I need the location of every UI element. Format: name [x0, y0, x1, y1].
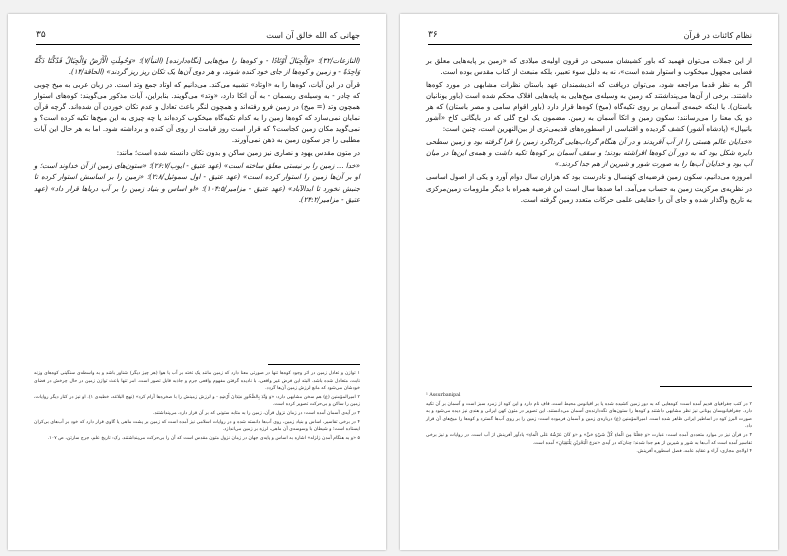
- right-footnote-4: ۴ اولاه‌ی مجازی: آراء و عقاید عامه، فصل اسطوره آفرینش.: [636, 449, 752, 455]
- book-spread: [8, 14, 778, 550]
- left-footnote-rule: [268, 364, 360, 365]
- left-footnote-2: ۲ امیرالمؤمنین (ع) هم سخن مشابهی دارد: «وَ وَتَّدَ بِالصُّخُورِ مَیَدَانَ أَرْضِهِ - و لرزش زمینش را با صخره‌ها آرام کرد» (نهج البلاغه، خطبه‌ی ۱). او نیز در کنار دیگر روایات، زمین را ساکن و بی‌حرکت تصویر کرده است.: [34, 394, 360, 408]
- left-footnote-3: ۳ در آیه‌ی آسمان آمده است: در زمان نزول قرآن، زمین را به مثابه ستونی که بر آن قرار دارد، می‌پنداشتند.: [153, 411, 360, 417]
- left-page-header: [36, 30, 360, 45]
- right-page-header: [428, 30, 752, 45]
- left-running-title: جهانی که الله خالق آن است: [266, 31, 360, 40]
- right-running-title: نظام کائنات در قرآن: [683, 31, 752, 40]
- right-paragraph-2: اگر به نظر قدما مراجعه شود، می‌توان دریافت که اندیشمندان عهد باستان نظرات مشابهی در مورد کوه‌ها داشتند. برخی از آن‌ها می‌پنداشتند که زمین به وسیله‌ی میخ‌هایی به پایه‌هایی افلاک محکم شده است (باور یونانیان باستان). یا اینکه خیمه‌ی آسمان بر روی تکیه‌گاه (میخ) کوه‌ها قرار دارد (باور اقوام سامی و مصر باستان) که هر دو یک معنا را می‌رسانند: سکون زمین و اتکا آسمان به زمین. مضمون یک لوح گلی که در بایگانی کاخ «آشور بانیپال» (پادشاه آشور) کشف گردیده و اقتباسی از اسطوره‌های قدیمی‌تری از بین‌النهرین است، چنین است:: [426, 81, 752, 134]
- left-page: [8, 14, 386, 550]
- right-paragraph-4: امروزه می‌دانیم، سکون زمین فرضیه‌ای کهنسال و نادرست بود که هزاران سال دوام آورد و یکی از اصول اساسی در نظریه‌ی مرکزیت زمین به حساب می‌آمد. اما صدها سال است این فرضیه همراه با دیگر ملزومات زمین‌مرکزی به تاریخ واگذار شده و جای آن را حقایقی علمی حرکات متعدد زمین گرفته است.: [426, 173, 752, 204]
- left-page-number: ۳۵: [36, 30, 46, 40]
- left-footnotes: [34, 370, 360, 443]
- right-page-body: [426, 56, 752, 208]
- right-page: [400, 14, 778, 550]
- right-footnotes: [426, 392, 752, 457]
- right-footnote-rule: [660, 386, 752, 387]
- right-footnote-3: ۳ در قرآن نیز در موارد متعددی آمده است: عبارت «وَ جَعَلْنَا مِنَ الْمَاءِ كُلَّ شَيْءٍ حَيٍّ» و «وَ كَانَ عَرْشُهُ عَلَى الْمَاءِ» یادآور آفرینش از آب است. در روایات و نیز برخی تفاسیر آمده است که آب‌ها به شور و شیرین از هم جدا شدند؛ چنان‌که در آیه‌ی «مَرَجَ الْبَحْرَيْنِ يَلْتَقِيَانِ» آمده است.: [426, 433, 752, 446]
- left-paragraph-3: در متون مقدس یهود و نصاری نیز زمین ساکن و بدون تکان دانسته شده است؛ مانند:: [116, 149, 360, 158]
- left-paragraph-2: قرآن در این آیات، کوه‌ها را به «اوتاد» تشبیه می‌کند. می‌دانیم که اوتاد جمع وتد است. در زبان عربی به میخ چوبی که چادر - به وسیله‌ی ریسمان - به آن اتکا دارد، «وتد» می‌گویند. بنابراین، آیات مذکور می‌گویند: کوه‌های استوار همچون وتد (= میخ) در زمین فرو رفته‌اند و همچون لنگر باعث تعادل و عدم تکان خوردن آن شده‌اند. گرچه قرآن نمایان نمی‌سازد که کوه‌ها زمین را به کدام تکیه‌گاه میخکوب کرده‌اند یا چه چیزی به این میخ‌ها تکیه کرده است؟ و نمی‌گوید مکان زمین کجاست؟ که قرار است روز قیامت از روی آن کنده و برداشته شود. اما به هر حال این آیات مطلبی را جز سکون زمین به ذهن نمی‌آورند.: [34, 81, 360, 145]
- left-footnote-4: ۴ در برخی تفاسیر، اساس و بنیاد زمین، روی آب‌ها دانسته شده و در روایات اسلامی نیز آمده است که زمین بر پشت ماهی یا گاوی قرار دارد که خود بر آب‌های بی‌کران ایستاده است؛ و شیطان با وسوسه‌ی آن ماهی، لرزه بر زمین می‌اندازد.: [34, 419, 360, 433]
- left-paragraph-1: (النازعات/۳۲)؛ «وَالْجِبَالَ أَوْتَادًا - و کوه‌ها را میخ‌هایی [نگاه‌دارنده] (النبأ/۷)؛ «وَحُمِلَتِ الْأَرْضُ وَالْجِبَالُ فَدُكَّتَا دَكَّةً وَاحِدَةً - و زمین و کوه‌ها از جای خود کنده شوند، و هر دوی آن‌ها یک تکان ریز ریز گردند» (الحاقة/۱۴).: [34, 57, 361, 77]
- right-footnote-latin: ¹ Assurbanipal: [426, 393, 461, 398]
- right-paragraph-3: «خدایان عالم هستی را از آب آفریدند و در آن هنگام گرداب‌هایی گرداگرد زمین را فرا گرفته بود و زمین سطحی دایره شکل بود که به دور آن کوه‌ها افراشته بودند؛ و سقف آسمان بر کوه‌ها تکیه داشت و همه‌ی این‌ها در میان آب بود و خدایان آب‌ها را به صورت شور و شیرین از هم جدا کردند.»: [426, 138, 752, 169]
- left-page-body: [34, 56, 360, 208]
- left-footnote-5: ۵ «و به هنگام آمدن زلزله» اشاره به اساس و پایه‌ی جهان در زمان نزول متون مقدس است که آن را بی‌حرکت می‌پنداشتند. رک: تاریخ علم، جرج سارتن، ص ۱۰۷.: [47, 435, 360, 441]
- right-paragraph-1: از این جملات می‌توان فهمید که باور کشیشان مسیحی در قرون اولیه‌ی میلادی که «زمین بر پایه‌هایی معلق بر فضایی مجهول میخکوب و استوار شده است»، نه به دلیل سوء تعبیر، بلکه منبعث از کتاب مقدس بوده است.: [426, 57, 752, 77]
- left-footnote-1: ۱ توازن و تعادل زمین در اثر وجود کوه‌ها تنها در صورتی معنا دارد که زمین مانند یک تخته بر آب یا هوا (هر چیز دیگر) شناور باشد و به واسطه‌ی سنگینی کوه‌های وزنه نابت، متعادل شده باشد. البته این فرض غیر واقعی، با نادیده گرفتن مفهوم واقعی جرم و جاذبه قابل تصور است. امر تنها باعث توازن زمین در حال چرخش در فضای خودشان می‌شود که مانع لرزش زمین آن‌ها گردد.: [34, 371, 360, 392]
- right-page-number: ۳۶: [428, 30, 438, 40]
- right-footnote-2: ۲ در کتب جغرافیای قدیم آمده است: کوه‌هایی که به دور زمین کشیده شده یا بر اقیانوس محیط است، قاف نام دارد و این کوه از زمرد سبز است و آسمان بر آن تکیه دارد. جغرافیا‌نویسان یونانی نیز نظر مشابهی داشتند و کوه‌ها را ستون‌های نگه‌دارنده‌ی آسمان می‌دانستند. این تصویر در متون کهن ایرانی و هندی نیز دیده می‌شود و به صورت البرز کوه در اساطیر ایرانی ظاهر شده است. امیرالمؤمنین (ع) درباره‌ی زمین و آسمان فرموده است: زمین را بر روی آب‌ها گسترد و کوه‌ها را میخ‌های آن قرار داد.: [426, 401, 752, 430]
- left-paragraph-4: «خدا ... زمین را بر نیستی معلق ساخته است» (عهد عتیق - ایوب/۲۶:۷)؛ «ستون‌های زمین از آن خداوند است؛ و او بر آن‌ها زمین را استوار کرده است» (عهد عتیق - اول سموئیل/۲:۸)؛ «زمین را بر اساسش استوار کرده تا جنبش نخورد تا ابدالآباد» (عهد عتیق - مزامیر/۱۰۴:۵)؛ «او اساس و بنیاد زمین را بر آب دریاها قرار داد» (عهد عتیق - مزامیر/۲۴:۲).: [34, 162, 361, 204]
